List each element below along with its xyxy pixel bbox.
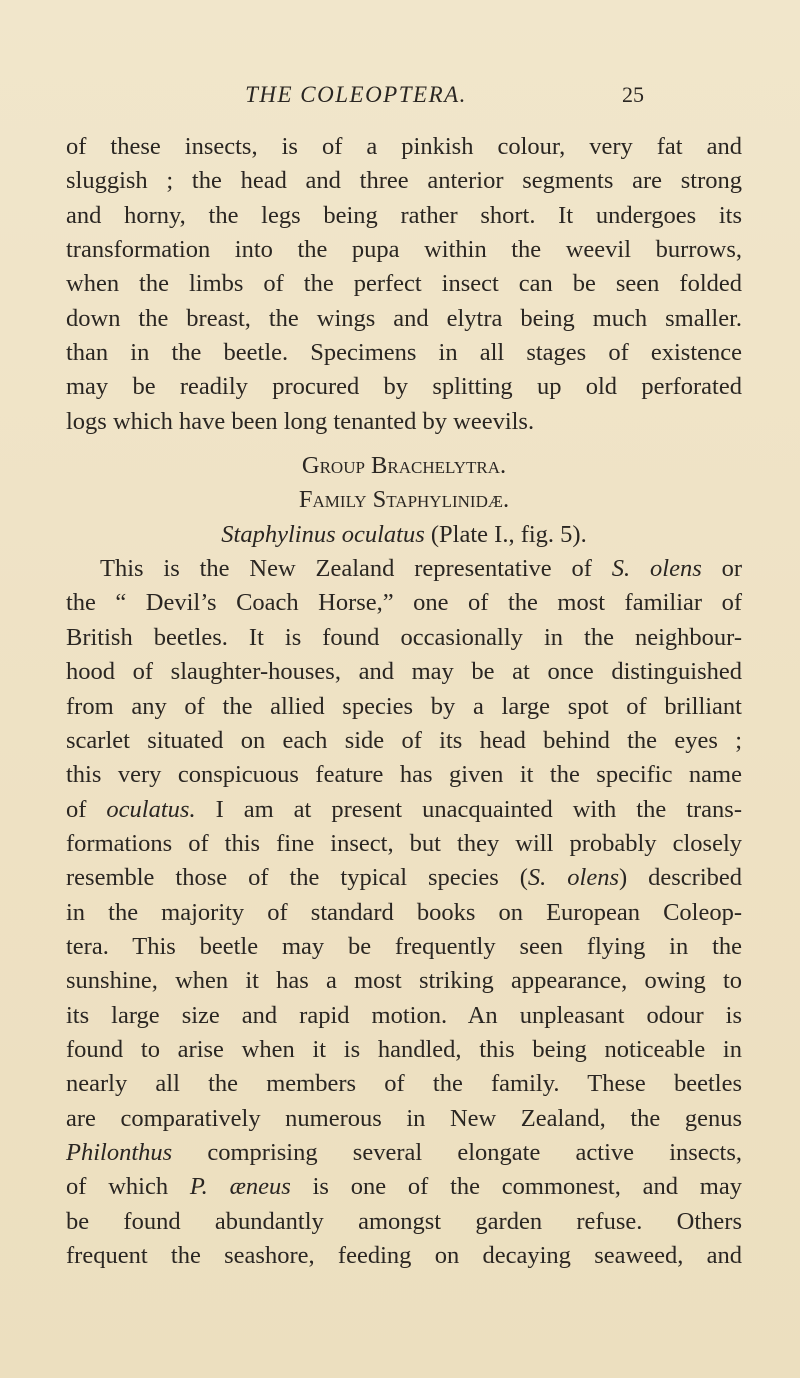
body-text xyxy=(66,130,742,1273)
italic-run: Philonthus xyxy=(66,1138,173,1166)
text-run: resemble those of the typical species ( xyxy=(66,864,528,892)
text-run: I am at present unacquainted with the trans- xyxy=(195,795,742,823)
text-run: is one of the commonest, and may xyxy=(290,1173,742,1201)
italic-run: S. olens xyxy=(611,555,702,583)
text-line: when the limbs of the perfect insect can be seen folded xyxy=(66,270,742,298)
species-name: Staphylinus oculatus xyxy=(221,520,425,548)
text-run: or xyxy=(701,555,742,583)
text-line xyxy=(66,1170,742,1204)
text-line: transformation into the pupa within the weevil burrows, xyxy=(66,236,742,264)
text-line: and horny, the legs being rather short. It undergoes its xyxy=(66,201,742,229)
text-run: comprising several elongate active insects, xyxy=(172,1138,742,1166)
text-line: frequent the seashore, feeding on decaying seaweed, and xyxy=(66,1242,742,1269)
text-line xyxy=(66,1136,742,1170)
species-heading xyxy=(66,518,742,552)
section-gap xyxy=(66,439,742,449)
text-line: are comparatively numerous in New Zealand, the genus xyxy=(66,1104,742,1132)
page-number: 25 xyxy=(622,82,644,107)
text-line: in the majority of standard books on European Coleop- xyxy=(66,898,742,926)
text-run: ) described xyxy=(619,864,743,892)
species-reference: (Plate I., fig. 5). xyxy=(424,520,587,548)
text-line: be found abundantly amongst garden refuse. Others xyxy=(66,1207,742,1235)
text-line xyxy=(66,861,742,895)
text-line: down the breast, the wings and elytra being much smaller. xyxy=(66,304,742,332)
text-run: This is the New Zealand representative of xyxy=(100,555,612,583)
running-title: THE COLEOPTERA. xyxy=(245,82,467,107)
text-run: of xyxy=(66,795,107,823)
text-line: sunshine, when it has a most striking appearance, owing to xyxy=(66,967,742,995)
text-line: scarlet situated on each side of its head behind the eyes ; xyxy=(66,726,742,754)
text-line xyxy=(66,793,742,827)
text-line: formations of this fine insect, but they will probably closely xyxy=(66,829,742,857)
text-line: of these insects, is of a pinkish colour, very fat and xyxy=(66,133,742,160)
italic-run: P. æneus xyxy=(189,1173,291,1201)
text-line: hood of slaughter-houses, and may be at once distinguished xyxy=(66,658,742,686)
text-line: nearly all the members of the family. These beetles xyxy=(66,1070,742,1098)
text-line: logs which have been long tenanted by weevils. xyxy=(66,407,535,435)
text-line xyxy=(66,552,742,586)
text-line: its large size and rapid motion. An unpleasant odour is xyxy=(66,1001,742,1029)
text-line: from any of the allied species by a large spot of brilliant xyxy=(66,692,742,720)
italic-run: oculatus. xyxy=(106,795,196,823)
family-heading: Family Staphylinidæ. xyxy=(298,486,510,514)
text-line: may be readily procured by splitting up old perforated xyxy=(66,373,742,401)
group-heading: Group Brachelytra. xyxy=(301,452,507,480)
text-line: sluggish ; the head and three anterior segments are strong xyxy=(66,167,742,195)
text-run: of which xyxy=(66,1173,190,1201)
text-line: the “ Devil’s Coach Horse,” one of the most familiar of xyxy=(66,589,742,617)
text-line: than in the beetle. Specimens in all stages of existence xyxy=(66,339,742,367)
text-line: British beetles. It is found occasionally in the neighbour- xyxy=(66,623,742,651)
italic-run: S. olens xyxy=(527,864,619,892)
text-line: found to arise when it is handled, this being noticeable in xyxy=(66,1035,742,1063)
text-line: tera. This beetle may be frequently seen flying in the xyxy=(66,932,742,960)
running-head xyxy=(0,78,800,118)
text-line: this very conspicuous feature has given it the specific name xyxy=(66,761,742,789)
